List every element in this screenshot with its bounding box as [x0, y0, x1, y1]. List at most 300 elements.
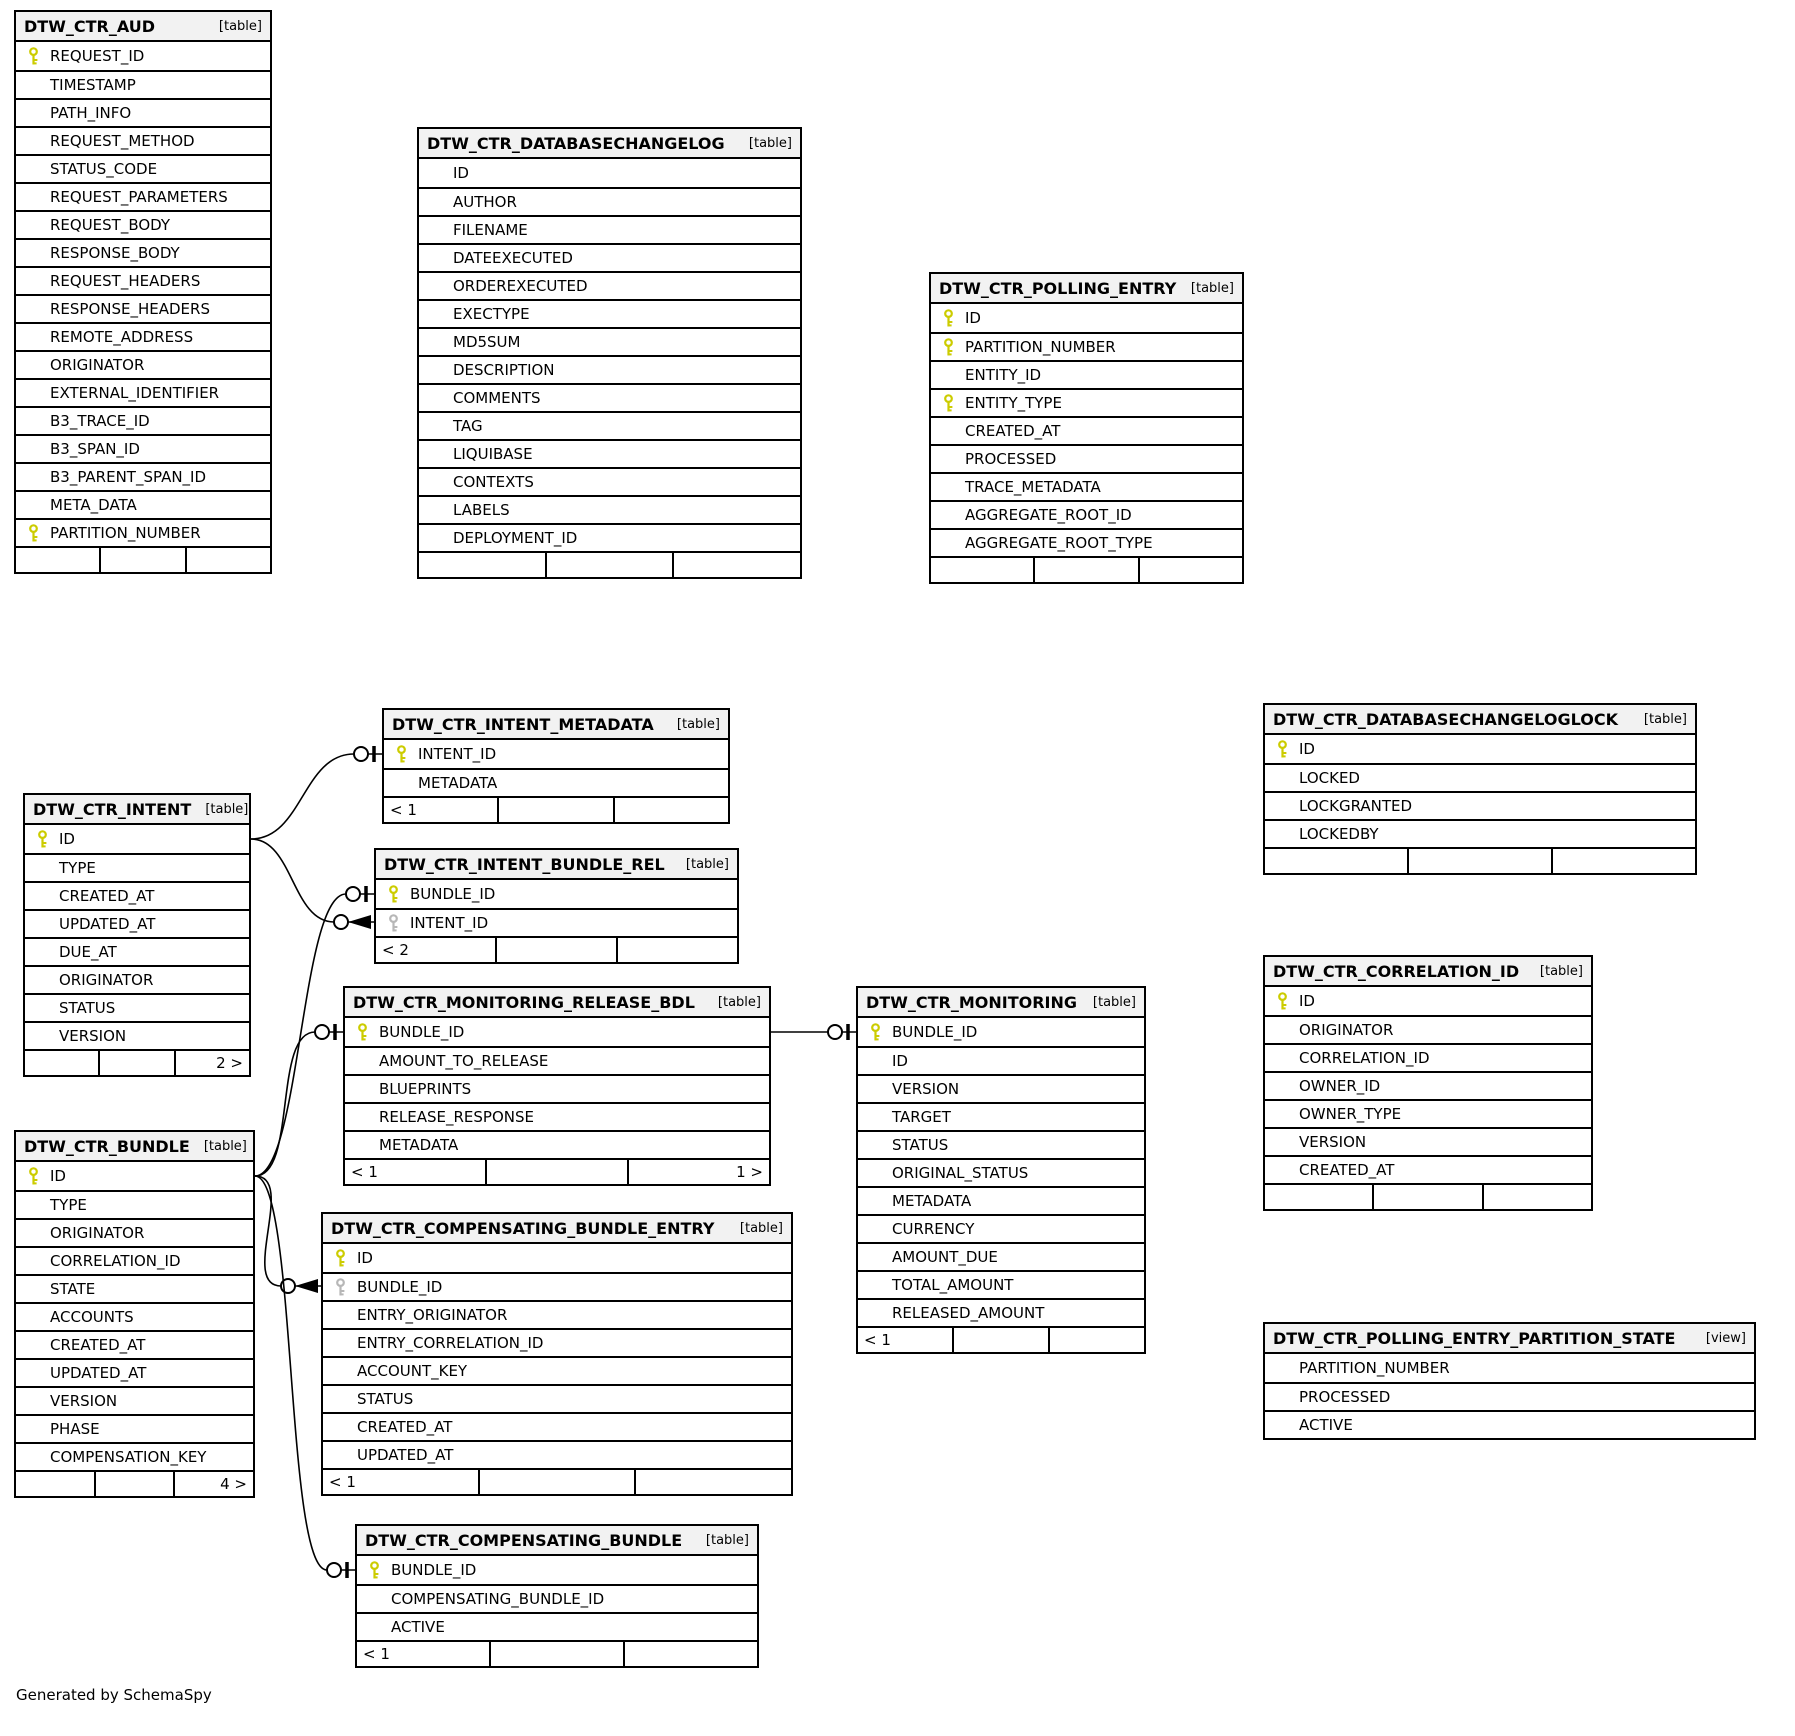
- column-row: [25, 937, 249, 965]
- column-name: ACCOUNT_KEY: [357, 1362, 468, 1380]
- column-row: [384, 768, 728, 796]
- column-row: [323, 1300, 791, 1328]
- column-row: [1265, 1071, 1591, 1099]
- column-name: MD5SUM: [453, 333, 521, 351]
- column-row: [25, 909, 249, 937]
- column-row: [419, 187, 800, 215]
- table-footer: [323, 1468, 791, 1494]
- table-header: [1265, 957, 1591, 987]
- footer-cell-left: [419, 553, 545, 577]
- table-name[interactable]: DTW_CTR_DATABASECHANGELOG: [427, 133, 725, 153]
- footer-cell-middle: [1372, 1185, 1481, 1209]
- column-row: [16, 1162, 253, 1190]
- footer-cell-right: [616, 938, 737, 962]
- column-row: [16, 434, 270, 462]
- column-name: ACTIVE: [1299, 1416, 1353, 1434]
- table-header: [345, 988, 769, 1018]
- column-row: [16, 98, 270, 126]
- column-row: [1265, 819, 1695, 847]
- column-name: META_DATA: [50, 496, 137, 514]
- table-header: [858, 988, 1144, 1018]
- primary-key-icon: [16, 47, 50, 66]
- cardinality-arrow-glyph: [295, 1279, 318, 1293]
- column-name: BUNDLE_ID: [892, 1023, 978, 1041]
- table-kind-badge: [table]: [739, 1220, 783, 1236]
- table-name[interactable]: DTW_CTR_INTENT: [33, 799, 192, 819]
- primary-key-icon: [376, 885, 410, 904]
- column-name: PARTITION_NUMBER: [50, 524, 201, 542]
- column-name: PATH_INFO: [50, 104, 132, 122]
- column-name: CORRELATION_ID: [1299, 1049, 1430, 1067]
- column-row: [1265, 1015, 1591, 1043]
- column-row: [345, 1130, 769, 1158]
- table-header: [16, 12, 270, 42]
- column-name: REQUEST_METHOD: [50, 132, 195, 150]
- column-name: ENTITY_TYPE: [965, 394, 1062, 412]
- column-row: [1265, 735, 1695, 763]
- column-name: CREATED_AT: [59, 887, 155, 905]
- column-row: [16, 126, 270, 154]
- column-name: DEPLOYMENT_ID: [453, 529, 578, 547]
- table-footer: [1265, 1183, 1591, 1209]
- footer-cell-middle: [94, 1472, 174, 1496]
- column-row: [931, 472, 1242, 500]
- column-name: REQUEST_ID: [50, 47, 145, 65]
- column-name: REMOTE_ADDRESS: [50, 328, 194, 346]
- footer-cell-left: [16, 548, 99, 572]
- table-footer: [419, 551, 800, 577]
- column-name: CURRENCY: [892, 1220, 975, 1238]
- column-row: [858, 1214, 1144, 1242]
- column-name: COMPENSATION_KEY: [50, 1448, 207, 1466]
- column-name: B3_TRACE_ID: [50, 412, 150, 430]
- entity-table-intent: [23, 793, 251, 1077]
- column-row: [1265, 1410, 1754, 1438]
- column-row: [419, 327, 800, 355]
- column-row: [16, 1218, 253, 1246]
- column-name: CREATED_AT: [50, 1336, 146, 1354]
- column-name: OWNER_TYPE: [1299, 1105, 1402, 1123]
- column-name: METADATA: [892, 1192, 972, 1210]
- column-row: [323, 1244, 791, 1272]
- column-row: [16, 406, 270, 434]
- table-name[interactable]: DTW_CTR_COMPENSATING_BUNDLE_ENTRY: [331, 1218, 715, 1238]
- footer-cell-left: [25, 1051, 98, 1075]
- column-row: [858, 1074, 1144, 1102]
- column-name: LIQUIBASE: [453, 445, 533, 463]
- column-row: [16, 266, 270, 294]
- table-name[interactable]: DTW_CTR_POLLING_ENTRY: [939, 278, 1177, 298]
- column-name: ID: [453, 164, 469, 182]
- cardinality-circle-glyph: [327, 1563, 341, 1577]
- entity-table-comp_bundle: [355, 1524, 759, 1668]
- table-header: [25, 795, 249, 825]
- column-name: CREATED_AT: [965, 422, 1061, 440]
- footer-cell-middle: [485, 1160, 627, 1184]
- table-name[interactable]: DTW_CTR_CORRELATION_ID: [1273, 961, 1520, 981]
- cardinality-circle-glyph: [828, 1025, 842, 1039]
- column-name: ID: [1299, 992, 1315, 1010]
- table-name[interactable]: DTW_CTR_INTENT_METADATA: [392, 714, 654, 734]
- primary-key-icon: [16, 524, 50, 543]
- column-row: [376, 880, 737, 908]
- table-kind-badge: [table]: [748, 135, 792, 151]
- table-header: [1265, 705, 1695, 735]
- column-name: PROCESSED: [965, 450, 1057, 468]
- column-row: [419, 299, 800, 327]
- column-name: B3_PARENT_SPAN_ID: [50, 468, 207, 486]
- table-name[interactable]: DTW_CTR_MONITORING: [866, 992, 1077, 1012]
- footer-cell-left: < 1: [363, 1645, 390, 1663]
- column-row: [323, 1272, 791, 1300]
- column-name: STATUS: [59, 999, 116, 1017]
- column-name: DATEEXECUTED: [453, 249, 573, 267]
- column-row: [419, 355, 800, 383]
- table-header: [16, 1132, 253, 1162]
- primary-key-icon: [25, 830, 59, 849]
- column-row: [25, 853, 249, 881]
- column-row: [384, 740, 728, 768]
- footer-cell-middle: [1407, 849, 1551, 873]
- table-header: [931, 274, 1242, 304]
- column-row: [25, 1021, 249, 1049]
- table-header: [376, 850, 737, 880]
- primary-key-icon: [1265, 740, 1299, 759]
- table-name[interactable]: DTW_CTR_COMPENSATING_BUNDLE: [365, 1530, 683, 1550]
- column-name: STATUS_CODE: [50, 160, 158, 178]
- column-name: INTENT_ID: [418, 745, 497, 763]
- column-name: UPDATED_AT: [357, 1446, 454, 1464]
- column-row: [16, 518, 270, 546]
- table-footer: [858, 1326, 1144, 1352]
- footer-cell-middle: [478, 1470, 635, 1494]
- primary-key-icon: [345, 1023, 379, 1042]
- footer-cell-right: [1551, 849, 1695, 873]
- column-row: [1265, 1043, 1591, 1071]
- column-row: [419, 411, 800, 439]
- table-header: [419, 129, 800, 159]
- column-row: [419, 271, 800, 299]
- table-name[interactable]: DTW_CTR_INTENT_BUNDLE_REL: [384, 854, 665, 874]
- entity-table-intent_bundle_rel: [374, 848, 739, 964]
- table-kind-badge: [table]: [205, 801, 249, 817]
- entity-table-changeloglock: [1263, 703, 1697, 875]
- column-name: PARTITION_NUMBER: [1299, 1359, 1450, 1377]
- column-row: [16, 294, 270, 322]
- table-name[interactable]: DTW_CTR_DATABASECHANGELOGLOCK: [1273, 709, 1619, 729]
- column-name: TYPE: [50, 1196, 87, 1214]
- column-row: [419, 215, 800, 243]
- table-header: [1265, 1324, 1754, 1354]
- column-row: [25, 993, 249, 1021]
- column-name: ORIGINATOR: [50, 1224, 145, 1242]
- column-row: [345, 1074, 769, 1102]
- entity-table-bundle: [14, 1130, 255, 1498]
- column-name: LOCKGRANTED: [1299, 797, 1413, 815]
- column-row: [16, 322, 270, 350]
- column-row: [16, 1190, 253, 1218]
- column-name: ID: [892, 1052, 908, 1070]
- footer-cell-left: [1265, 849, 1407, 873]
- entity-table-changelog: [417, 127, 802, 579]
- column-row: [16, 210, 270, 238]
- footer-cell-middle: [489, 1642, 623, 1666]
- column-row: [1265, 763, 1695, 791]
- table-footer: [931, 556, 1242, 582]
- table-kind-badge: [table]: [705, 1532, 749, 1548]
- column-name: RELEASED_AMOUNT: [892, 1304, 1045, 1322]
- entity-table-aud: [14, 10, 272, 574]
- table-kind-badge: [table]: [1092, 994, 1136, 1010]
- column-name: EXECTYPE: [453, 305, 530, 323]
- footer-cell-right: [1138, 558, 1242, 582]
- footer-cell-left: < 1: [329, 1473, 356, 1491]
- footer-cell-left: [1265, 1185, 1372, 1209]
- column-row: [16, 154, 270, 182]
- column-name: STATUS: [892, 1136, 949, 1154]
- footer-cell-middle: [98, 1051, 173, 1075]
- column-row: [16, 1358, 253, 1386]
- column-row: [419, 159, 800, 187]
- column-row: [16, 70, 270, 98]
- column-name: CONTEXTS: [453, 473, 534, 491]
- column-name: INTENT_ID: [410, 914, 489, 932]
- column-name: LOCKEDBY: [1299, 825, 1379, 843]
- column-row: [16, 1302, 253, 1330]
- column-name: TOTAL_AMOUNT: [892, 1276, 1014, 1294]
- column-row: [16, 42, 270, 70]
- column-row: [858, 1186, 1144, 1214]
- column-row: [931, 444, 1242, 472]
- column-row: [16, 1246, 253, 1274]
- column-row: [16, 1330, 253, 1358]
- relationship-monitoring-release-bdl-to-monitoring: [771, 1024, 856, 1040]
- table-header: [323, 1214, 791, 1244]
- column-row: [858, 1270, 1144, 1298]
- footer-cell-left: < 1: [351, 1163, 378, 1181]
- column-row: [16, 462, 270, 490]
- column-row: [858, 1298, 1144, 1326]
- column-row: [419, 243, 800, 271]
- footer-cell-middle: [545, 553, 673, 577]
- column-name: DUE_AT: [59, 943, 117, 961]
- column-name: PARTITION_NUMBER: [965, 338, 1116, 356]
- footer-cell-left: < 1: [864, 1331, 891, 1349]
- column-name: B3_SPAN_ID: [50, 440, 140, 458]
- column-name: ORIGINAL_STATUS: [892, 1164, 1029, 1182]
- primary-key-icon: [357, 1561, 391, 1580]
- column-name: VERSION: [1299, 1133, 1367, 1151]
- column-name: CREATED_AT: [1299, 1161, 1395, 1179]
- column-name: TYPE: [59, 859, 96, 877]
- column-name: ID: [357, 1249, 373, 1267]
- column-name: AGGREGATE_ROOT_ID: [965, 506, 1132, 524]
- footer-cell-right: [672, 553, 800, 577]
- table-name[interactable]: DTW_CTR_MONITORING_RELEASE_BDL: [353, 992, 695, 1012]
- relationship-intent-to-intent-bundle-rel: [251, 839, 374, 929]
- table-kind-badge: [table]: [685, 856, 729, 872]
- entity-table-monitoring: [856, 986, 1146, 1354]
- entity-table-partition_state: [1263, 1322, 1756, 1440]
- column-name: ENTRY_CORRELATION_ID: [357, 1334, 544, 1352]
- table-header: [384, 710, 728, 740]
- footer-cell-right: [613, 798, 728, 822]
- column-row: [858, 1158, 1144, 1186]
- column-name: AGGREGATE_ROOT_TYPE: [965, 534, 1153, 552]
- footer-cell-right: [1048, 1328, 1144, 1352]
- footer-cell-right: 2 >: [174, 1051, 249, 1075]
- column-name: ORDEREXECUTED: [453, 277, 588, 295]
- column-name: STATUS: [357, 1390, 414, 1408]
- column-name: UPDATED_AT: [59, 915, 156, 933]
- column-name: ORIGINATOR: [1299, 1021, 1394, 1039]
- footer-cell-middle: [495, 938, 616, 962]
- footer-cell-right: [623, 1642, 757, 1666]
- cardinality-arrow-glyph: [348, 915, 371, 929]
- column-name: ACCOUNTS: [50, 1308, 134, 1326]
- table-footer: [376, 936, 737, 962]
- column-row: [419, 467, 800, 495]
- table-kind-badge: [table]: [717, 994, 761, 1010]
- primary-key-icon: [931, 338, 965, 357]
- column-row: [16, 1274, 253, 1302]
- column-row: [345, 1046, 769, 1074]
- foreign-key-icon: [376, 914, 410, 933]
- column-row: [1265, 791, 1695, 819]
- column-row: [357, 1556, 757, 1584]
- column-row: [1265, 1382, 1754, 1410]
- column-name: RELEASE_RESPONSE: [379, 1108, 534, 1126]
- column-name: VERSION: [892, 1080, 960, 1098]
- schemaspy-credit: Generated by SchemaSpy: [16, 1686, 212, 1704]
- footer-cell-middle: [952, 1328, 1048, 1352]
- column-name: COMMENTS: [453, 389, 541, 407]
- column-name: PROCESSED: [1299, 1388, 1391, 1406]
- column-row: [1265, 987, 1591, 1015]
- table-kind-badge: [table]: [1190, 280, 1234, 296]
- column-row: [1265, 1354, 1754, 1382]
- column-name: AMOUNT_TO_RELEASE: [379, 1052, 549, 1070]
- column-name: VERSION: [59, 1027, 127, 1045]
- column-name: FILENAME: [453, 221, 528, 239]
- relationship-bundle-to-compensating-bundle-entry: [255, 1176, 321, 1293]
- column-row: [16, 1414, 253, 1442]
- entity-table-intent_metadata: [382, 708, 730, 824]
- footer-cell-middle: [99, 548, 184, 572]
- column-row: [16, 350, 270, 378]
- footer-cell-middle: [497, 798, 612, 822]
- column-row: [931, 500, 1242, 528]
- column-name: ENTITY_ID: [965, 366, 1042, 384]
- column-name: ID: [50, 1167, 66, 1185]
- column-row: [323, 1384, 791, 1412]
- column-name: CORRELATION_ID: [50, 1252, 181, 1270]
- column-name: ORIGINATOR: [59, 971, 154, 989]
- column-row: [931, 304, 1242, 332]
- column-row: [858, 1102, 1144, 1130]
- column-row: [16, 490, 270, 518]
- table-footer: [25, 1049, 249, 1075]
- column-name: LABELS: [453, 501, 510, 519]
- column-row: [357, 1584, 757, 1612]
- column-row: [419, 495, 800, 523]
- column-row: [931, 388, 1242, 416]
- column-name: COMPENSATING_BUNDLE_ID: [391, 1590, 605, 1608]
- column-row: [323, 1412, 791, 1440]
- column-row: [16, 182, 270, 210]
- column-row: [16, 378, 270, 406]
- table-name[interactable]: DTW_CTR_AUD: [24, 16, 155, 36]
- table-kind-badge: [table]: [1539, 963, 1583, 979]
- footer-cell-right: 1 >: [627, 1160, 769, 1184]
- column-name: LOCKED: [1299, 769, 1360, 787]
- column-row: [419, 439, 800, 467]
- column-row: [931, 360, 1242, 388]
- table-footer: [357, 1640, 757, 1666]
- column-name: BUNDLE_ID: [379, 1023, 465, 1041]
- column-row: [25, 825, 249, 853]
- column-row: [16, 238, 270, 266]
- column-name: CREATED_AT: [357, 1418, 453, 1436]
- column-name: BUNDLE_ID: [391, 1561, 477, 1579]
- entity-table-release_bdl: [343, 986, 771, 1186]
- table-footer: [1265, 847, 1695, 873]
- table-name[interactable]: DTW_CTR_POLLING_ENTRY_PARTITION_STATE: [1273, 1328, 1676, 1348]
- column-row: [419, 383, 800, 411]
- column-name: TIMESTAMP: [50, 76, 136, 94]
- column-name: RESPONSE_BODY: [50, 244, 180, 262]
- column-name: PHASE: [50, 1420, 100, 1438]
- column-name: ENTRY_ORIGINATOR: [357, 1306, 508, 1324]
- column-name: TRACE_METADATA: [965, 478, 1101, 496]
- footer-cell-right: 4 >: [173, 1472, 253, 1496]
- table-kind-badge: [view]: [1705, 1330, 1746, 1346]
- table-name[interactable]: DTW_CTR_BUNDLE: [24, 1136, 190, 1156]
- footer-cell-left: < 2: [382, 941, 409, 959]
- column-name: REQUEST_HEADERS: [50, 272, 201, 290]
- column-row: [1265, 1155, 1591, 1183]
- column-name: ID: [1299, 740, 1315, 758]
- table-footer: [16, 1470, 253, 1496]
- table-kind-badge: [table]: [203, 1138, 247, 1154]
- column-row: [931, 416, 1242, 444]
- column-row: [16, 1442, 253, 1470]
- footer-cell-right: [634, 1470, 791, 1494]
- column-row: [858, 1130, 1144, 1158]
- column-name: REQUEST_BODY: [50, 216, 171, 234]
- entity-table-polling: [929, 272, 1244, 584]
- column-row: [323, 1328, 791, 1356]
- cardinality-circle-glyph: [354, 747, 368, 761]
- column-row: [323, 1356, 791, 1384]
- column-row: [1265, 1099, 1591, 1127]
- column-name: STATE: [50, 1280, 96, 1298]
- column-name: UPDATED_AT: [50, 1364, 147, 1382]
- foreign-key-icon: [323, 1278, 357, 1297]
- column-name: RESPONSE_HEADERS: [50, 300, 210, 318]
- column-name: AUTHOR: [453, 193, 517, 211]
- column-name: EXTERNAL_IDENTIFIER: [50, 384, 220, 402]
- column-row: [345, 1102, 769, 1130]
- table-footer: [384, 796, 728, 822]
- column-row: [357, 1612, 757, 1640]
- column-row: [931, 528, 1242, 556]
- table-header: [357, 1526, 757, 1556]
- cardinality-circle-glyph: [346, 887, 360, 901]
- column-name: DESCRIPTION: [453, 361, 555, 379]
- column-row: [419, 523, 800, 551]
- table-kind-badge: [table]: [676, 716, 720, 732]
